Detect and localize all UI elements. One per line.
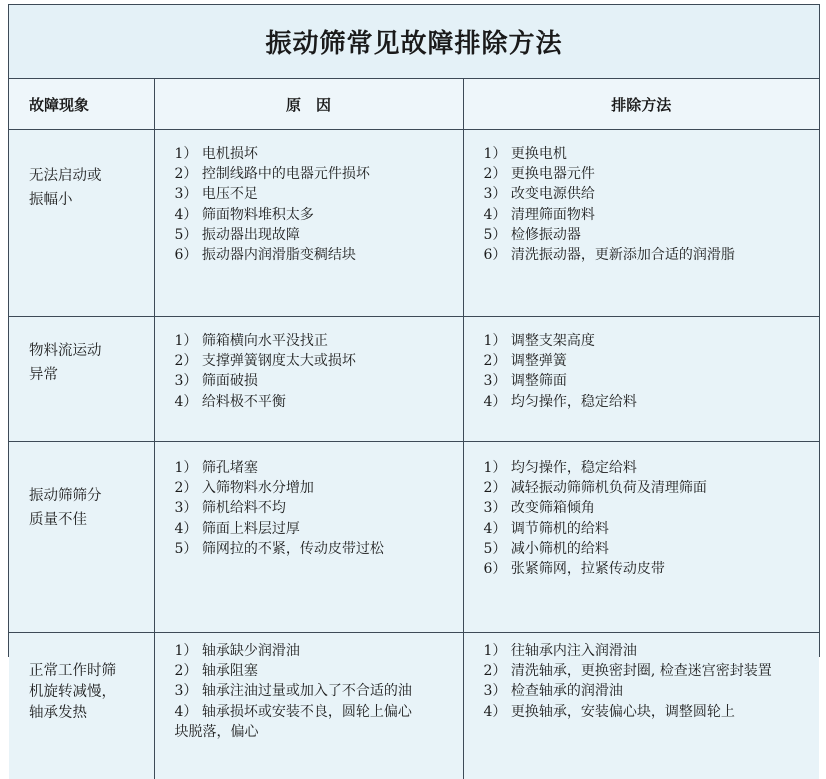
phenomenon-line: 正常工作时筛	[29, 661, 154, 682]
cause-item: 1） 筛箱横向水平没找正	[175, 331, 463, 351]
table-row	[9, 442, 819, 633]
fault-table	[9, 79, 819, 779]
phenomenon-line: 振幅小	[29, 188, 154, 212]
solution-item: 1） 调整支架高度	[484, 331, 820, 351]
phenomenon-line: 物料流运动	[29, 339, 154, 363]
solution-item: 4） 调节筛机的给料	[484, 519, 820, 539]
table-row	[9, 130, 819, 317]
cause-item: 块脱落，偏心	[175, 722, 463, 742]
cause-item: 4） 筛面上料层过厚	[175, 519, 463, 539]
cause-item: 3） 筛面破损	[175, 371, 463, 391]
cause-item: 2） 控制线路中的电器元件损坏	[175, 164, 463, 184]
cause-item: 4） 筛面物料堆积太多	[175, 205, 463, 225]
cause-item: 3） 轴承注油过量或加入了不合适的油	[175, 681, 463, 701]
solution-item: 6） 张紧筛网，拉紧传动皮带	[484, 559, 820, 579]
phenomenon-line: 振动筛筛分	[29, 484, 154, 508]
solution-item: 3） 调整筛面	[484, 371, 820, 391]
table-header-row	[9, 79, 819, 130]
solution-item: 3） 改变电源供给	[484, 184, 820, 204]
solution-cell	[463, 130, 819, 317]
solution-item: 3） 改变筛箱倾角	[484, 498, 820, 518]
solution-item: 2） 调整弹簧	[484, 351, 820, 371]
solution-item: 1） 往轴承内注入润滑油	[484, 641, 820, 661]
cause-item: 2） 入筛物料水分增加	[175, 478, 463, 498]
phenomenon-cell	[9, 442, 154, 633]
phenomenon-line: 质量不佳	[29, 508, 154, 532]
fault-table-sheet	[8, 4, 820, 657]
phenomenon-line: 无法启动或	[29, 164, 154, 188]
header-solution: 排除方法	[463, 79, 819, 130]
phenomenon-cell	[9, 633, 154, 779]
solution-item: 4） 清理筛面物料	[484, 205, 820, 225]
solution-item: 1） 更换电机	[484, 144, 820, 164]
solution-item: 2） 减轻振动筛筛机负荷及清理筛面	[484, 478, 820, 498]
solution-cell	[463, 633, 819, 779]
cause-cell	[154, 130, 463, 317]
phenomenon-line: 机旋转减慢，	[29, 682, 154, 703]
solution-item: 5） 减小筛机的给料	[484, 539, 820, 559]
phenomenon-line: 轴承发热	[29, 703, 154, 724]
cause-cell	[154, 317, 463, 442]
cause-item: 5） 筛网拉的不紧，传动皮带过松	[175, 539, 463, 559]
header-phenomenon: 故障现象	[9, 79, 154, 130]
cause-item: 3） 电压不足	[175, 184, 463, 204]
cause-item: 1） 筛孔堵塞	[175, 458, 463, 478]
cause-item: 5） 振动器出现故障	[175, 225, 463, 245]
solution-item: 4） 更换轴承，安装偏心块，调整圆轮上	[484, 702, 820, 722]
page-title: 振动筛常见故障排除方法	[9, 5, 819, 79]
cause-item: 2） 轴承阻塞	[175, 661, 463, 681]
cause-item: 3） 筛机给料不均	[175, 498, 463, 518]
cause-item: 6） 振动器内润滑脂变稠结块	[175, 245, 463, 265]
cause-item: 1） 电机损坏	[175, 144, 463, 164]
solution-item: 1） 均匀操作，稳定给料	[484, 458, 820, 478]
cause-cell	[154, 442, 463, 633]
solution-item: 2） 更换电器元件	[484, 164, 820, 184]
phenomenon-cell	[9, 317, 154, 442]
solution-item: 5） 检修振动器	[484, 225, 820, 245]
solution-cell	[463, 317, 819, 442]
phenomenon-cell	[9, 130, 154, 317]
cause-item: 4） 给料极不平衡	[175, 392, 463, 412]
solution-item: 6） 清洗振动器，更新添加合适的润滑脂	[484, 245, 820, 265]
table-row	[9, 633, 819, 779]
solution-item: 3） 检查轴承的润滑油	[484, 681, 820, 701]
cause-item: 1） 轴承缺少润滑油	[175, 641, 463, 661]
solution-item: 2） 清洗轴承，更换密封圈, 检查迷宫密封装置	[484, 661, 820, 681]
header-cause: 原 因	[154, 79, 463, 130]
cause-item: 4） 轴承损坏或安装不良，圆轮上偏心	[175, 702, 463, 722]
solution-item: 4） 均匀操作，稳定给料	[484, 392, 820, 412]
cause-item: 2） 支撑弹簧钢度太大或损坏	[175, 351, 463, 371]
cause-cell	[154, 633, 463, 779]
table-row	[9, 317, 819, 442]
solution-cell	[463, 442, 819, 633]
phenomenon-line: 异常	[29, 363, 154, 387]
